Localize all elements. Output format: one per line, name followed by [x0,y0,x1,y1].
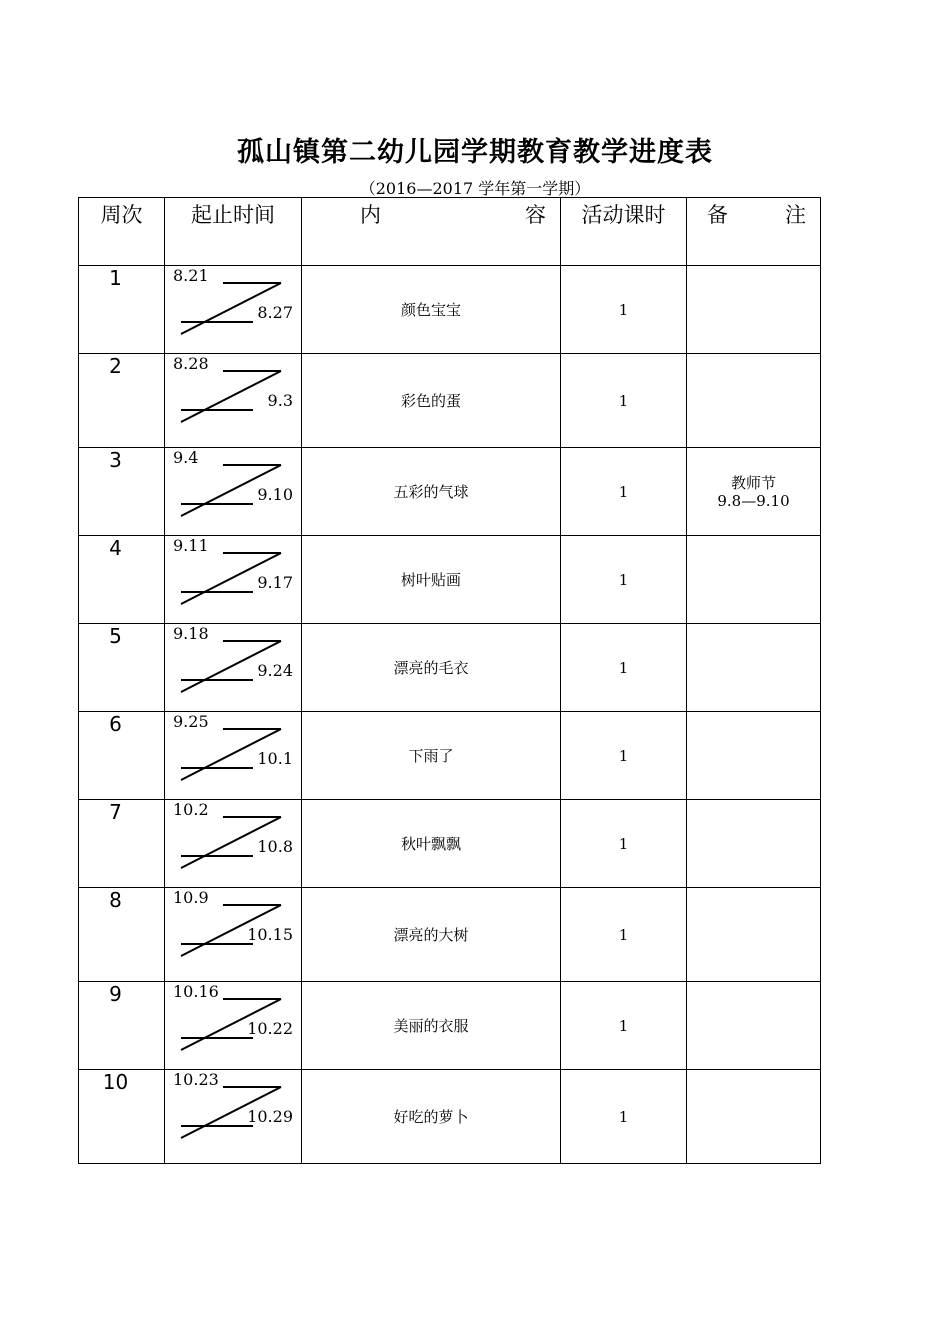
header-note: 备 注 [687,198,821,266]
content-cell: 漂亮的毛衣 [302,624,561,712]
week-cell: 8 [79,888,165,982]
dates-cell [165,982,302,1070]
start-date: 9.4 [173,448,199,467]
note-cell [687,712,821,800]
week-cell: 5 [79,624,165,712]
note-cell [687,624,821,712]
hours-cell: 1 [561,800,687,888]
table-row [79,1070,821,1164]
note-cell [687,1070,821,1164]
dates-cell [165,888,302,982]
table-row [79,536,821,624]
week-cell: 6 [79,712,165,800]
header-content: 内 容 [302,198,561,266]
dates-cell [165,712,302,800]
content-cell: 彩色的蛋 [302,354,561,448]
end-date: 9.10 [257,485,293,504]
table-row [79,888,821,982]
note-cell [687,448,821,536]
content-cell: 美丽的衣服 [302,982,561,1070]
content-cell: 颜色宝宝 [302,266,561,354]
content-cell: 五彩的气球 [302,448,561,536]
start-date: 8.21 [173,266,209,285]
start-date: 9.25 [173,712,209,731]
start-date: 9.18 [173,624,209,643]
hours-cell: 1 [561,266,687,354]
header-row [79,198,821,266]
week-cell: 9 [79,982,165,1070]
start-date: 8.28 [173,354,209,373]
end-date: 10.22 [247,1019,293,1038]
end-date: 10.1 [257,749,293,768]
schedule-table [78,197,821,1164]
start-date: 10.16 [173,982,219,1001]
dates-cell [165,800,302,888]
week-cell: 7 [79,800,165,888]
note-cell [687,982,821,1070]
header-hours: 活动课时 [561,198,687,266]
dates-cell [165,1070,302,1164]
table-row [79,448,821,536]
hours-cell: 1 [561,1070,687,1164]
end-date: 9.17 [257,573,293,592]
table-row [79,266,821,354]
hours-cell: 1 [561,536,687,624]
table-row [79,354,821,448]
end-date: 10.15 [247,925,293,944]
content-cell: 好吃的萝卜 [302,1070,561,1164]
hours-cell: 1 [561,624,687,712]
content-cell: 树叶贴画 [302,536,561,624]
table-row [79,800,821,888]
note-cell [687,354,821,448]
end-date: 9.3 [267,391,293,410]
table-row [79,982,821,1070]
note-cell [687,800,821,888]
week-cell: 3 [79,448,165,536]
note-dates: 9.8—9.10 [717,491,790,510]
start-date: 10.9 [173,888,209,907]
start-date: 10.23 [173,1070,219,1089]
week-cell: 1 [79,266,165,354]
start-date: 10.2 [173,800,209,819]
week-cell: 2 [79,354,165,448]
table-row [79,712,821,800]
dates-cell [165,624,302,712]
note-title: 教师节 [730,473,776,492]
hours-cell: 1 [561,448,687,536]
dates-cell [165,266,302,354]
note-cell [687,536,821,624]
table-row [79,624,821,712]
hours-cell: 1 [561,712,687,800]
start-date: 9.11 [173,536,209,555]
end-date: 10.8 [257,837,293,856]
week-cell: 10 [79,1070,165,1164]
content-cell: 下雨了 [302,712,561,800]
header-dates: 起止时间 [165,198,302,266]
end-date: 8.27 [257,303,293,322]
hours-cell: 1 [561,888,687,982]
hours-cell: 1 [561,982,687,1070]
end-date: 9.24 [257,661,293,680]
note-cell [687,266,821,354]
dates-cell [165,354,302,448]
hours-cell: 1 [561,354,687,448]
content-cell: 秋叶飘飘 [302,800,561,888]
dates-cell [165,448,302,536]
dates-cell [165,536,302,624]
page-title: 孤山镇第二幼儿园学期教育教学进度表 [237,137,713,168]
content-cell: 漂亮的大树 [302,888,561,982]
header-week: 周次 [79,198,165,266]
page-subtitle: （2016—2017 学年第一学期） [359,179,591,198]
week-cell: 4 [79,536,165,624]
end-date: 10.29 [247,1107,293,1126]
note-cell [687,888,821,982]
